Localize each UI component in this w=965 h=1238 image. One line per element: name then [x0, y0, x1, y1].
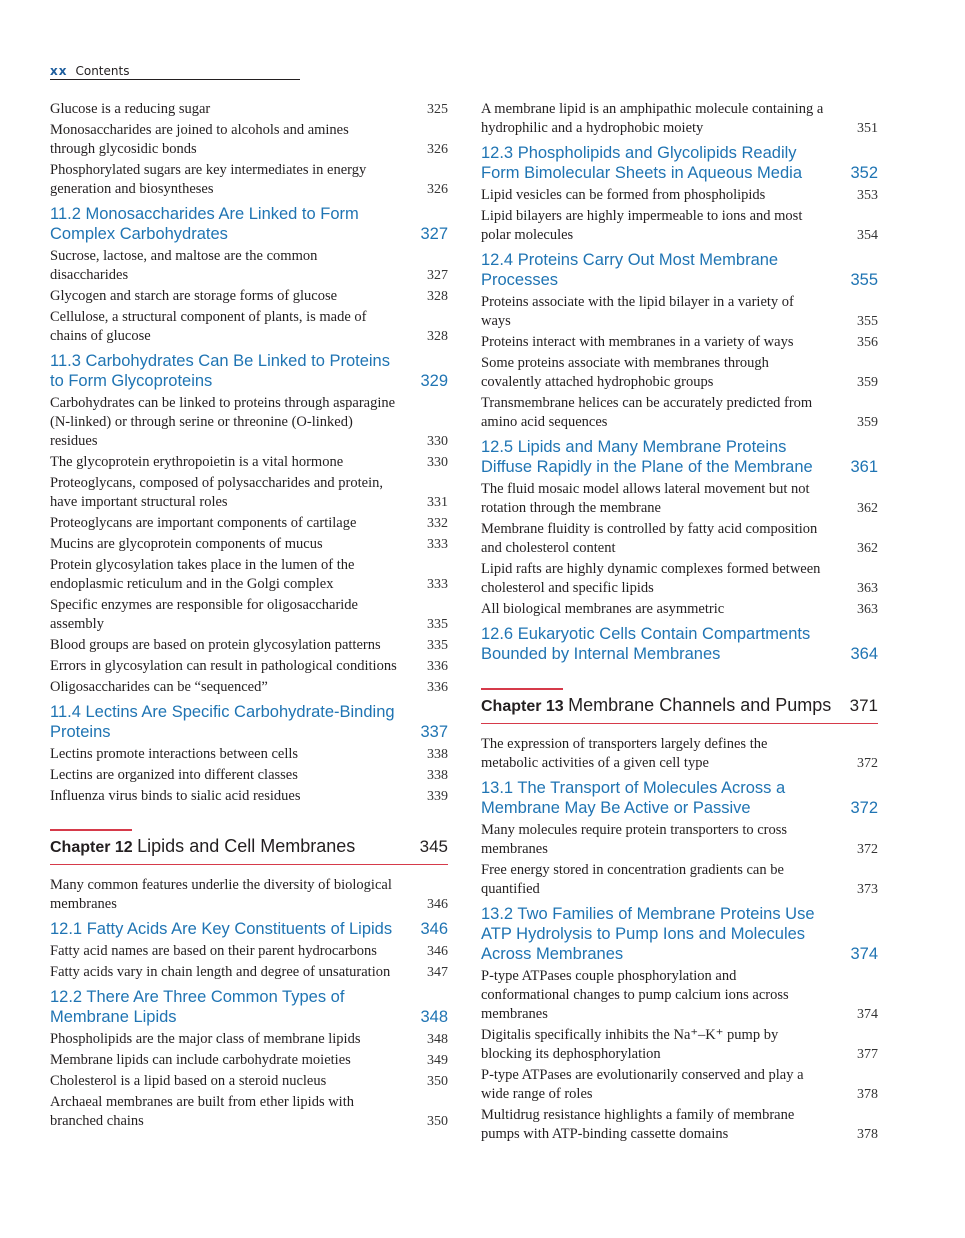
- page-ref: 346: [427, 944, 448, 959]
- section-heading[interactable]: [50, 915, 448, 941]
- entry-title: Mucins are glycoprotein components of mucus: [50, 536, 323, 552]
- entry-title: Archaeal membranes are built from ether lipids with branched chains: [50, 1094, 354, 1129]
- entry-title: Proteins associate with the lipid bilayer in a variety of ways: [481, 294, 794, 329]
- section-title: 11.3 Carbohydrates Can Be Linked to Proteins to Form Glycoproteins: [50, 352, 390, 390]
- entry-title: Lectins are organized into different classes: [50, 767, 298, 783]
- entry-title: Transmembrane helices can be accurately predicted from amino acid sequences: [481, 395, 813, 430]
- toc-entry[interactable]: [50, 962, 448, 983]
- toc-entry[interactable]: [50, 765, 448, 786]
- entry-title: Proteoglycans are important components of cartilage: [50, 515, 357, 531]
- entry-title: Errors in glycosylation can result in pathological conditions: [50, 658, 397, 674]
- page-ref: 338: [427, 747, 448, 762]
- toc-entry[interactable]: [50, 1092, 448, 1132]
- page-ref: 328: [427, 329, 448, 344]
- page-number: xx: [50, 64, 68, 78]
- chapter-title: Membrane Channels and Pumps: [568, 695, 832, 715]
- section-heading[interactable]: [50, 983, 448, 1029]
- page-ref: 354: [857, 228, 878, 243]
- toc-entry[interactable]: [50, 452, 448, 473]
- page-ref: 363: [857, 602, 878, 617]
- page-ref: 347: [427, 965, 448, 980]
- page-ref: 355: [857, 314, 878, 329]
- toc-entry[interactable]: [50, 246, 448, 286]
- page-ref: 353: [857, 188, 878, 203]
- section-heading[interactable]: [481, 620, 878, 666]
- entry-title: Lipid vesicles can be formed from phospholipids: [481, 187, 766, 203]
- toc-entry[interactable]: [50, 677, 448, 698]
- section-title: 13.2 Two Families of Membrane Proteins Use ATP Hydrolysis to Pump Ions and Molecules Across Membranes: [481, 905, 815, 963]
- entry-title: Cholesterol is a lipid based on a steroid nucleus: [50, 1073, 327, 1089]
- page-ref: 336: [427, 680, 448, 695]
- page-ref: 333: [427, 537, 448, 552]
- entry-title: Sucrose, lactose, and maltose are the common disaccharides: [50, 248, 318, 283]
- toc-entry[interactable]: [50, 393, 448, 452]
- page-ref: 330: [427, 455, 448, 470]
- page-ref: 364: [850, 645, 878, 663]
- page-ref: 339: [427, 789, 448, 804]
- toc-entry[interactable]: [50, 555, 448, 595]
- toc-entry[interactable]: [481, 1025, 878, 1065]
- section-heading[interactable]: [50, 200, 448, 246]
- page-ref: 346: [427, 897, 448, 912]
- toc-entry[interactable]: [481, 1065, 878, 1105]
- toc-entry[interactable]: [481, 559, 878, 599]
- page-ref: 362: [857, 501, 878, 516]
- entry-title: Monosaccharides are joined to alcohols and amines through glycosidic bonds: [50, 122, 349, 157]
- chapter-title: Lipids and Cell Membranes: [137, 836, 356, 856]
- section-heading[interactable]: [481, 774, 878, 820]
- page-ref: 374: [857, 1007, 878, 1022]
- toc-entry[interactable]: [50, 744, 448, 765]
- page-ref: 378: [857, 1127, 878, 1142]
- entry-title: Proteins interact with membranes in a variety of ways: [481, 334, 794, 350]
- toc-entry[interactable]: [50, 120, 448, 160]
- entry-title: P-type ATPases couple phosphorylation and conformational changes to pump calcium ions across membranes: [481, 968, 789, 1022]
- page-ref: 330: [427, 434, 448, 449]
- toc-entry[interactable]: [481, 99, 878, 139]
- toc-entry[interactable]: [481, 393, 878, 433]
- right-column: [481, 99, 878, 1145]
- entry-title: Multidrug resistance highlights a family of membrane pumps with ATP-binding cassette domains: [481, 1107, 795, 1142]
- section-heading[interactable]: [50, 698, 448, 744]
- chapter-heading-text: [481, 695, 831, 716]
- entry-title: Glycogen and starch are storage forms of glucose: [50, 288, 338, 304]
- section-title: 12.1 Fatty Acids Are Key Constituents of Lipids: [50, 920, 393, 938]
- left-column: [50, 99, 448, 1132]
- page-ref: 350: [427, 1114, 448, 1129]
- toc-entry[interactable]: [50, 635, 448, 656]
- toc-entry[interactable]: [481, 206, 878, 246]
- toc-entry[interactable]: [50, 1050, 448, 1071]
- page-ref: 371: [849, 696, 878, 715]
- page-ref: 345: [419, 837, 448, 856]
- entry-title: Digitalis specifically inhibits the Na⁺–K⁺ pump by blocking its dephosphorylation: [481, 1027, 779, 1062]
- page-ref: 374: [850, 945, 878, 963]
- toc-entry[interactable]: [50, 513, 448, 534]
- page-ref: 373: [857, 882, 878, 897]
- entry-title: Influenza virus binds to sialic acid residues: [50, 788, 301, 804]
- entry-title: Proteoglycans, composed of polysaccharides and protein, have important structural roles: [50, 475, 384, 510]
- entry-title: A membrane lipid is an amphipathic molecule containing a hydrophilic and a hydrophobic moiety: [481, 101, 824, 136]
- page-ref: 352: [850, 164, 878, 182]
- toc-entry[interactable]: [50, 595, 448, 635]
- page-ref: 372: [857, 756, 878, 771]
- toc-entry[interactable]: [50, 534, 448, 555]
- page-ref: 377: [857, 1047, 878, 1062]
- toc-entry[interactable]: [50, 786, 448, 807]
- chapter-heading-text: [50, 836, 355, 857]
- section-title: 12.6 Eukaryotic Cells Contain Compartments Bounded by Internal Membranes: [481, 625, 811, 663]
- page-ref: 355: [850, 271, 878, 289]
- toc-entry[interactable]: [50, 473, 448, 513]
- entry-title: Glucose is a reducing sugar: [50, 101, 211, 117]
- section-title: 13.1 The Transport of Molecules Across a Membrane May Be Active or Passive: [481, 779, 786, 817]
- page-ref: 351: [857, 121, 878, 136]
- section-title: 12.3 Phospholipids and Glycolipids Readily Form Bimolecular Sheets in Aqueous Media: [481, 144, 802, 182]
- page-ref: 346: [420, 920, 448, 938]
- entry-title: Lipid rafts are highly dynamic complexes formed between cholesterol and specific lipids: [481, 561, 821, 596]
- chapter-heading[interactable]: [481, 688, 878, 724]
- running-header: [50, 64, 300, 80]
- page-ref: 363: [857, 581, 878, 596]
- entry-title: Membrane fluidity is controlled by fatty acid composition and cholesterol content: [481, 521, 818, 556]
- header-title: Contents: [75, 64, 130, 78]
- page-ref: 372: [857, 842, 878, 857]
- toc-entry[interactable]: [50, 286, 448, 307]
- entry-title: Oligosaccharides can be “sequenced”: [50, 679, 268, 695]
- page-ref: 372: [850, 799, 878, 817]
- toc-entry[interactable]: [481, 599, 878, 620]
- toc-entry[interactable]: [481, 519, 878, 559]
- page-ref: 348: [420, 1008, 448, 1026]
- page-ref: 327: [427, 268, 448, 283]
- section-heading[interactable]: [481, 246, 878, 292]
- page-ref: 332: [427, 516, 448, 531]
- page-ref: 378: [857, 1087, 878, 1102]
- toc-entry[interactable]: [481, 353, 878, 393]
- page-ref: 361: [850, 458, 878, 476]
- entry-title: Many molecules require protein transporters to cross membranes: [481, 822, 788, 857]
- page-ref: 335: [427, 638, 448, 653]
- toc-entry[interactable]: [481, 479, 878, 519]
- entry-title: Specific enzymes are responsible for oligosaccharide assembly: [50, 597, 358, 632]
- page-ref: 362: [857, 541, 878, 556]
- section-heading[interactable]: [481, 139, 878, 185]
- page-ref: 326: [427, 182, 448, 197]
- page-ref: 338: [427, 768, 448, 783]
- toc-entry[interactable]: [481, 185, 878, 206]
- toc-entry[interactable]: [50, 875, 448, 915]
- page-ref: 329: [420, 372, 448, 390]
- chapter-label: Chapter 13: [481, 698, 564, 715]
- page-ref: 328: [427, 289, 448, 304]
- page-ref: 331: [427, 495, 448, 510]
- section-title: 11.4 Lectins Are Specific Carbohydrate-Binding Proteins: [50, 703, 395, 741]
- page-ref: 356: [857, 335, 878, 350]
- entry-title: Fatty acid names are based on their parent hydrocarbons: [50, 943, 377, 959]
- entry-title: Protein glycosylation takes place in the lumen of the endoplasmic reticulum and in the Golgi complex: [50, 557, 355, 592]
- entry-title: Free energy stored in concentration gradients can be quantified: [481, 862, 784, 897]
- entry-title: The glycoprotein erythropoietin is a vital hormone: [50, 454, 344, 470]
- chapter-heading[interactable]: [50, 829, 448, 865]
- page-ref: 325: [427, 102, 448, 117]
- toc-entry[interactable]: [50, 941, 448, 962]
- entry-title: Fatty acids vary in chain length and degree of unsaturation: [50, 964, 391, 980]
- entry-title: Some proteins associate with membranes through covalently attached hydrophobic groups: [481, 355, 769, 390]
- entry-title: Lectins promote interactions between cells: [50, 746, 299, 762]
- section-heading[interactable]: [481, 433, 878, 479]
- toc-entry[interactable]: [481, 820, 878, 860]
- toc-entry[interactable]: [50, 160, 448, 200]
- toc-entry[interactable]: [481, 734, 878, 774]
- entry-title: P-type ATPases are evolutionarily conserved and play a wide range of roles: [481, 1067, 804, 1102]
- page-ref: 333: [427, 577, 448, 592]
- section-heading[interactable]: [50, 347, 448, 393]
- toc-entry[interactable]: [481, 860, 878, 900]
- toc-entry[interactable]: [481, 966, 878, 1025]
- entry-title: Phospholipids are the major class of membrane lipids: [50, 1031, 361, 1047]
- page-ref: 327: [420, 225, 448, 243]
- toc-entry[interactable]: [481, 1105, 878, 1145]
- section-title: 11.2 Monosaccharides Are Linked to Form Complex Carbohydrates: [50, 205, 359, 243]
- section-title: 12.4 Proteins Carry Out Most Membrane Processes: [481, 251, 779, 289]
- section-title: 12.5 Lipids and Many Membrane Proteins Diffuse Rapidly in the Plane of the Membrane: [481, 438, 813, 476]
- page-ref: 359: [857, 375, 878, 390]
- page-ref: 348: [427, 1032, 448, 1047]
- entry-title: Carbohydrates can be linked to proteins through asparagine (N-linked) or through serine or threonine (O-linked) residues: [50, 395, 396, 449]
- page-ref: 326: [427, 142, 448, 157]
- entry-title: Lipid bilayers are highly impermeable to ions and most polar molecules: [481, 208, 803, 243]
- entry-title: The expression of transporters largely defines the metabolic activities of a given cell type: [481, 736, 768, 771]
- chapter-label: Chapter 12: [50, 839, 133, 856]
- page-ref: 335: [427, 617, 448, 632]
- entry-title: All biological membranes are asymmetric: [481, 601, 725, 617]
- toc-entry[interactable]: [50, 99, 448, 120]
- page-ref: 336: [427, 659, 448, 674]
- entry-title: Blood groups are based on protein glycosylation patterns: [50, 637, 381, 653]
- toc-entry[interactable]: [50, 307, 448, 347]
- section-heading[interactable]: [481, 900, 878, 966]
- toc-entry[interactable]: [50, 1071, 448, 1092]
- entry-title: Cellulose, a structural component of plants, is made of chains of glucose: [50, 309, 367, 344]
- entry-title: Phosphorylated sugars are key intermediates in energy generation and biosyntheses: [50, 162, 367, 197]
- entry-title: Many common features underlie the diversity of biological membranes: [50, 877, 392, 912]
- toc-entry[interactable]: [481, 332, 878, 353]
- toc-entry[interactable]: [50, 656, 448, 677]
- entry-title: Membrane lipids can include carbohydrate moieties: [50, 1052, 351, 1068]
- page-ref: 349: [427, 1053, 448, 1068]
- toc-entry[interactable]: [50, 1029, 448, 1050]
- toc-entry[interactable]: [481, 292, 878, 332]
- page-ref: 359: [857, 415, 878, 430]
- entry-title: The fluid mosaic model allows lateral movement but not rotation through the membrane: [481, 481, 810, 516]
- page-ref: 337: [420, 723, 448, 741]
- section-title: 12.2 There Are Three Common Types of Membrane Lipids: [50, 988, 345, 1026]
- page-ref: 350: [427, 1074, 448, 1089]
